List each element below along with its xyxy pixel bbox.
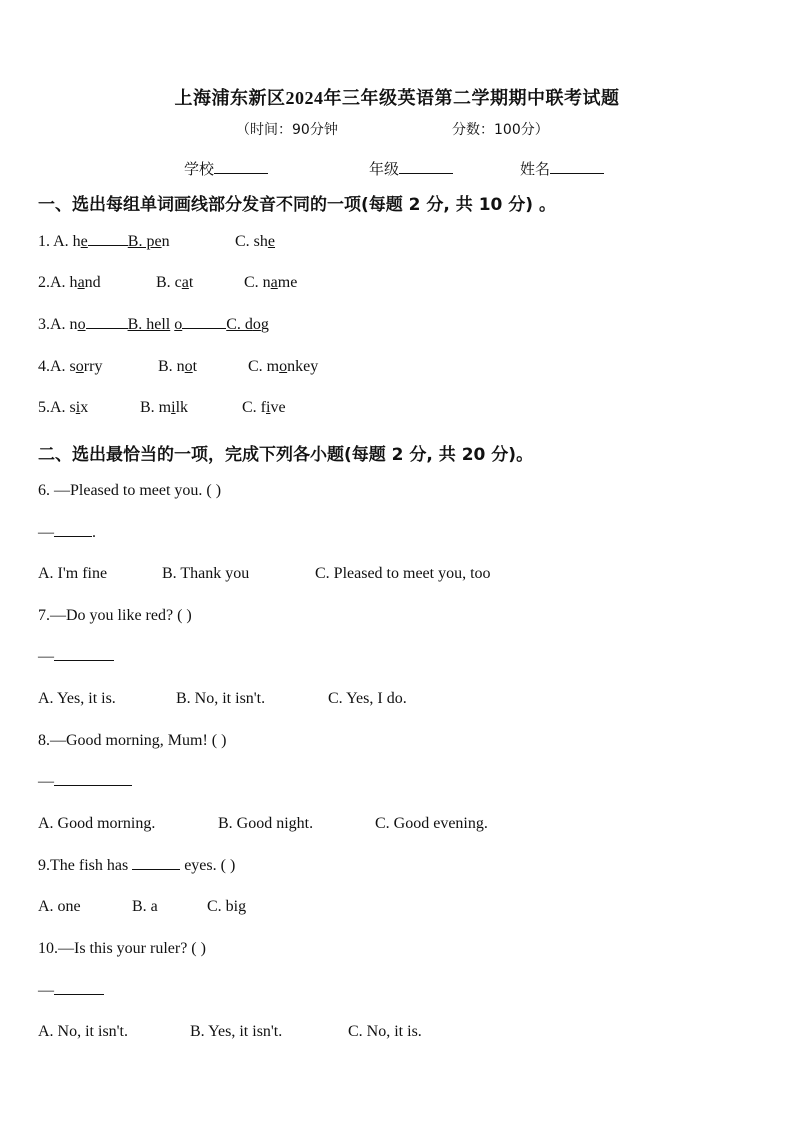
question-7-reply: — — [38, 648, 114, 666]
question-8-stem: 8.—Good morning, Mum! ( ) — [38, 732, 227, 749]
exam-time: （时间：90分钟 — [236, 122, 338, 138]
question-7-stem: 7.—Do you like red? ( ) — [38, 607, 192, 624]
question-9-stem: 9.The fish has eyes. ( ) — [38, 857, 236, 874]
question-9-option-c[interactable]: C. big — [207, 898, 247, 915]
grade-blank[interactable] — [399, 159, 453, 174]
question-2-option-b: B. cat — [156, 274, 194, 291]
question-2-option-c: C. name — [244, 274, 298, 291]
question-7-option-a[interactable]: A. Yes, it is. — [38, 690, 116, 707]
question-4-option-b: B. not — [158, 358, 198, 375]
question-6-reply: — . — [38, 524, 96, 541]
question-9-option-a[interactable]: A. one — [38, 898, 81, 915]
question-10-option-b[interactable]: B. Yes, it isn't. — [190, 1023, 283, 1040]
question-10-stem: 10.—Is this your ruler? ( ) — [38, 940, 206, 957]
question-6-option-c[interactable]: C. Pleased to meet you, too — [315, 565, 491, 582]
question-9-blank[interactable] — [132, 857, 180, 870]
question-10-reply: — — [38, 982, 104, 1000]
question-5: 5.A. six — [38, 399, 89, 416]
question-8-option-b[interactable]: B. Good night. — [218, 815, 314, 832]
question-1-option-c: C. she — [235, 233, 276, 250]
section-2-heading: 二、选出最恰当的一项，完成下列各小题(每题 2 分, 共 20 分)。 — [38, 445, 534, 465]
name-blank[interactable] — [550, 159, 604, 174]
question-2: 2.A. hand — [38, 274, 101, 291]
question-7-blank[interactable] — [54, 648, 114, 661]
question-6-option-a[interactable]: A. I'm fine — [38, 565, 108, 582]
question-8-reply: — — [38, 773, 132, 791]
question-5-option-b: B. milk — [140, 399, 189, 416]
grade-label: 年级 — [369, 160, 400, 178]
school-field — [184, 158, 268, 179]
question-6-option-b[interactable]: B. Thank you — [162, 565, 250, 582]
exam-title: 上海浦东新区2024年三年级英语第二学期期中联考试题 — [174, 88, 620, 108]
school-label: 学校 — [184, 160, 215, 178]
question-10-blank[interactable] — [54, 982, 104, 995]
question-3: 3.A. no B. hell o C. dog — [38, 316, 269, 333]
exam-score: 分数：100分） — [452, 122, 549, 138]
school-blank[interactable] — [214, 159, 268, 174]
question-10-option-a[interactable]: A. No, it isn't. — [38, 1023, 128, 1040]
question-8-option-a[interactable]: A. Good morning. — [38, 815, 156, 832]
question-8-option-c[interactable]: C. Good evening. — [375, 815, 488, 832]
question-10-option-c[interactable]: C. No, it is. — [348, 1023, 422, 1040]
name-label: 姓名 — [520, 160, 551, 178]
section-1-heading: 一、选出每组单词画线部分发音不同的一项(每题 2 分, 共 10 分) 。 — [38, 195, 556, 215]
question-4: 4.A. sorry — [38, 358, 103, 375]
question-7-option-b[interactable]: B. No, it isn't. — [176, 690, 266, 707]
name-field — [520, 158, 604, 179]
question-7-option-c[interactable]: C. Yes, I do. — [328, 690, 407, 707]
grade-field — [369, 158, 453, 179]
question-9-option-b[interactable]: B. a — [132, 898, 158, 915]
question-6-stem: 6. —Pleased to meet you. ( ) — [38, 482, 222, 499]
question-4-option-c: C. monkey — [248, 358, 319, 375]
question-6-blank[interactable] — [54, 524, 92, 537]
question-1: 1. A. he B. pen — [38, 233, 170, 250]
question-8-blank[interactable] — [54, 773, 132, 786]
question-5-option-c: C. five — [242, 399, 286, 416]
